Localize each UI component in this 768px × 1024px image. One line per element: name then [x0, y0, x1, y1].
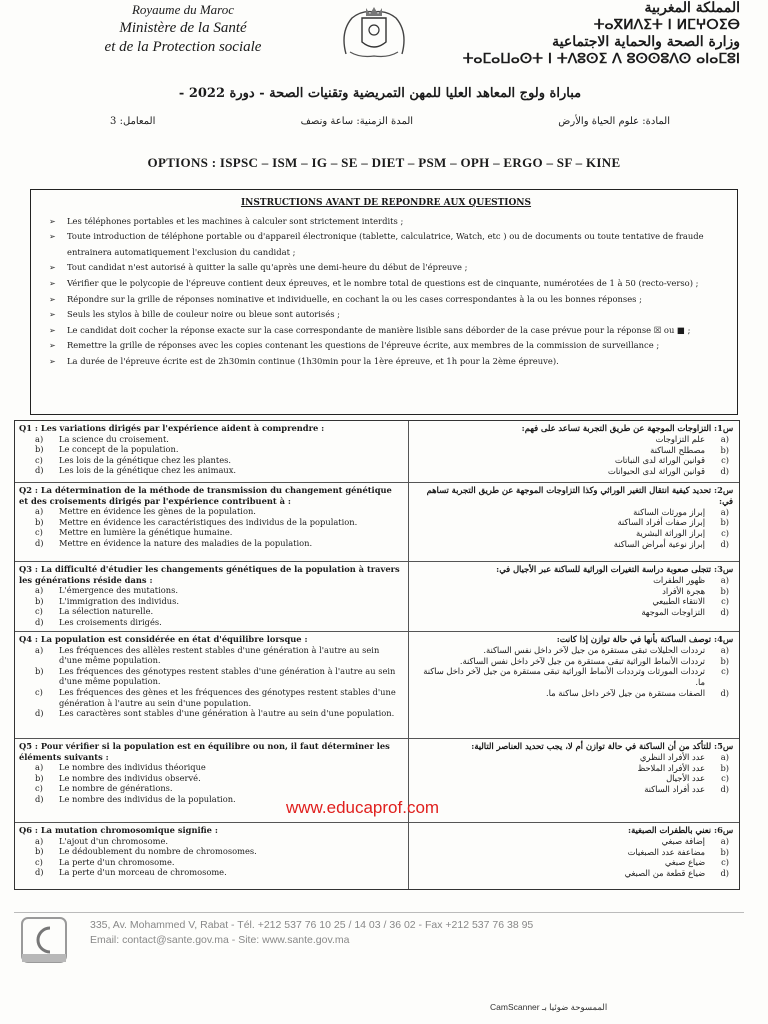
- answer-option-ar: [413, 575, 733, 586]
- kingdom-label: Royaume du Maroc: [131, 2, 235, 17]
- option-letter: (c: [721, 857, 729, 868]
- option-letter: c): [35, 606, 43, 617]
- answer-option-fr: [19, 773, 402, 784]
- question-title-ar: س5: للتأكد من أن الساكنة في حالة توازن أم لا، يجب تحديد العناصر التالية:: [471, 741, 733, 751]
- exam-coefficient: المعامل: 3: [110, 116, 156, 127]
- option-letter: c): [35, 527, 43, 538]
- option-letter: b): [35, 665, 44, 676]
- answer-option-fr: [19, 857, 402, 868]
- option-text: Les caractères sont stables d'une génération à l'autre au sein d'une population.: [59, 708, 395, 719]
- option-letter: c): [35, 783, 43, 794]
- answer-option-fr: [19, 527, 402, 538]
- question-ar: [409, 739, 739, 822]
- option-letter: d): [35, 867, 44, 878]
- option-letter: (a: [720, 574, 729, 585]
- questions-table: [14, 420, 740, 890]
- answer-option-fr: [19, 517, 402, 528]
- option-letter: (d: [720, 538, 729, 549]
- answer-option-ar: [413, 507, 733, 518]
- ministry-header-ar: [440, 0, 740, 68]
- question-title-ar: س3: تتجلى صعوبة دراسة التغيرات الوراثية للساكنة عبر الأجيال في:: [496, 564, 733, 574]
- option-letter: d): [35, 793, 44, 804]
- answer-option-ar: [413, 445, 733, 456]
- ministry-label-ar: وزارة الصحة والحماية الاجتماعية: [552, 34, 740, 50]
- exam-duration: المدة الزمنية: ساعة ونصف: [300, 116, 414, 127]
- option-text: عدد الأفراد النظري: [639, 751, 705, 762]
- ministry-label-2: et de la Protection sociale: [104, 39, 262, 55]
- answer-option-fr: [19, 538, 402, 549]
- answer-option-fr: [19, 596, 402, 607]
- option-text: Les lois de la génétique chez les animaux.: [59, 465, 237, 476]
- option-letter: (c: [721, 528, 729, 539]
- option-text: La science du croisement.: [59, 433, 169, 444]
- question-ar: [409, 562, 739, 631]
- option-letter: (d: [720, 784, 729, 795]
- answer-option-ar: [413, 666, 733, 688]
- option-text: إبراز الوراثة البشرية: [635, 528, 705, 539]
- option-text: Le nombre des individus observé.: [59, 772, 201, 783]
- option-text: قوانين الوراثة لدى الحيوانات: [607, 466, 705, 477]
- option-text: عدد أفراد الساكنة: [644, 784, 705, 795]
- answer-option-fr: [19, 585, 402, 596]
- option-text: Le nombre des individus théorique: [59, 762, 206, 773]
- answer-option-fr: [19, 455, 402, 466]
- option-text: Mettre en évidence la nature des maladies de la population.: [59, 537, 313, 548]
- question-fr: [15, 823, 409, 889]
- answer-option-ar: [413, 596, 733, 607]
- exam-title: مباراة ولوج المعاهد العليا للمهن التمريضية وتقنيات الصحة - دورة 2022 -: [178, 86, 582, 101]
- exam-subject: المادة: علوم الحياة والأرض: [558, 116, 670, 127]
- question-fr: [15, 562, 409, 631]
- answer-option-fr: [19, 846, 402, 857]
- option-text: ترددات الأنماط الوراثية تبقى مستقرة من جيل لآخر داخل نفس الساكنة.: [459, 655, 705, 666]
- option-letter: (b: [720, 762, 729, 773]
- option-letter: (c: [721, 455, 729, 466]
- question-row: [15, 483, 739, 562]
- instruction-item: ➢ Remettre la grille de réponses avec les copies contenant les questions de l'épreuve écrite, aux membres de la commission de surveillance ;: [67, 338, 725, 354]
- instruction-item: ➢ Répondre sur la grille de réponses nominative et individuelle, en cochant la ou les cases correspondantes à la ou les bonnes réponses ;: [67, 292, 725, 308]
- question-title-fr: Q5 : Pour vérifier si la population est en équilibre ou non, il faut déterminer les éléments suivants :: [19, 741, 390, 762]
- answer-option-ar: [413, 836, 733, 847]
- footer-contact: [90, 918, 740, 948]
- question-row: [15, 632, 739, 739]
- kingdom-label-tifinagh: ⵜⴰⴳⵍⴷⵉⵜ ⵏ ⵍⵎⵖⵔⵉⴱ: [593, 17, 740, 33]
- answer-option-ar: [413, 868, 733, 879]
- question-fr: [15, 632, 409, 738]
- option-text: إبراز مورثات الساكنة: [633, 506, 705, 517]
- answer-option-ar: [413, 847, 733, 858]
- option-text: Les croisements dirigés.: [59, 616, 162, 627]
- option-text: L'ajout d'un chromosome.: [59, 835, 169, 846]
- option-letter: (b: [720, 655, 729, 666]
- answer-option-fr: [19, 867, 402, 878]
- option-letter: (b: [720, 444, 729, 455]
- answer-option-ar: [413, 773, 733, 784]
- option-text: ظهور الطفرات: [653, 574, 705, 585]
- answer-option-fr: [19, 762, 402, 773]
- option-text: Les fréquences des allèles restent stables d'une génération à l'autre au sein d'une même population.: [59, 644, 380, 666]
- option-text: الصفات مستقرة من جيل لآخر داخل ساكنة ما.: [545, 687, 705, 698]
- option-letter: b): [35, 444, 44, 455]
- option-text: La sélection naturelle.: [59, 606, 154, 617]
- option-text: قوانين الوراثة لدى النباتات: [614, 455, 705, 466]
- option-text: مضاعفة عدد الصبغيات: [627, 846, 705, 857]
- option-letter: (b: [720, 846, 729, 857]
- option-letter: (b: [720, 517, 729, 528]
- exam-meta: [110, 116, 670, 127]
- option-letter: c): [35, 856, 43, 867]
- option-letter: a): [35, 506, 44, 517]
- answer-option-fr: [19, 783, 402, 794]
- option-text: إبراز صفات أفراد الساكنة: [617, 517, 705, 528]
- answer-option-ar: [413, 688, 733, 699]
- instruction-item: ➢ Le candidat doit cocher la réponse exacte sur la case correspondante de manière lisible sans déborder de la case prévue pour la réponse ☒ ou ■ ;: [67, 323, 725, 339]
- option-letter: b): [35, 595, 44, 606]
- instruction-item: ➢ La durée de l'épreuve écrite est de 2h30min continue (1h30min pour la 1ère épreuve, et 1h pour la 2ème épreuve).: [67, 354, 725, 370]
- question-row: [15, 562, 739, 632]
- answer-option-ar: [413, 763, 733, 774]
- option-letter: d): [35, 465, 44, 476]
- option-letter: (a: [720, 835, 729, 846]
- question-title-fr: Q3 : La difficulté d'étudier les changements génétiques de la population à travers les générations réside dans :: [19, 564, 400, 585]
- answer-option-ar: [413, 434, 733, 445]
- option-text: إبراز نوعية أمراض الساكنة: [613, 538, 705, 549]
- option-letter: a): [35, 433, 44, 444]
- option-text: التزاوجات الموجهة: [641, 607, 705, 618]
- question-fr: [15, 421, 409, 482]
- option-text: Les fréquences des génotypes restent stables d'une génération à l'autre au sein d'une même population.: [59, 665, 396, 687]
- option-letter: d): [35, 537, 44, 548]
- footer-divider: [14, 912, 744, 913]
- question-title-ar: س2: تحديد كيفية انتقال التغير الوراثي وكذا التزاوجات الموجهة عن طريق التجربة تساهم في:: [426, 485, 733, 506]
- option-text: L'immigration des individus.: [59, 595, 179, 606]
- option-letter: (a: [720, 433, 729, 444]
- question-fr: [15, 483, 409, 561]
- question-row: [15, 421, 739, 483]
- option-letter: a): [35, 835, 44, 846]
- answer-option-ar: [413, 466, 733, 477]
- instruction-item: ➢ Vérifier que le polycopie de l'épreuve contient deux épreuves, et le nombre total de questions est de cinquante, numérotées de 1 à 50 (recto-verso) ;: [67, 276, 725, 292]
- question-title-fr: Q4 : La population est considérée en état d'équilibre lorsque :: [19, 634, 308, 644]
- option-text: الانتقاء الطبيعي: [652, 596, 705, 607]
- option-text: Mettre en évidence les gènes de la population.: [59, 506, 256, 517]
- answer-option-ar: [413, 752, 733, 763]
- scanner-note: CamScanner الممسوحة ضوئيا بـ: [490, 1002, 608, 1012]
- answer-option-fr: [19, 836, 402, 847]
- question-title-fr: Q2 : La détermination de la méthode de transmission du changement génétique et des croisements dirigés par l'expérience contribuent à :: [19, 485, 392, 506]
- answer-option-fr: [19, 606, 402, 617]
- option-letter: (b: [720, 585, 729, 596]
- option-text: ترددات الحليلات تبقى مستقرة من جيل لآخر داخل نفس الساكنة.: [483, 644, 705, 655]
- answer-option-ar: [413, 645, 733, 656]
- answer-option-fr: [19, 645, 402, 666]
- answer-option-ar: [413, 528, 733, 539]
- option-letter: b): [35, 516, 44, 527]
- answer-option-ar: [413, 656, 733, 667]
- option-text: إضافة صبغي: [661, 835, 705, 846]
- exam-options: OPTIONS : ISPSC – ISM – IG – SE – DIET – PSM – OPH – ERGO – SF – KINE: [147, 155, 621, 170]
- option-letter: (d: [720, 868, 729, 879]
- option-letter: a): [35, 644, 44, 655]
- footer-email-site: Email: contact@sante.gov.ma - Site: www.sante.gov.ma: [90, 934, 350, 946]
- option-text: L'émergence des mutations.: [59, 585, 179, 596]
- option-letter: (a: [720, 506, 729, 517]
- instruction-item: ➢ Tout candidat n'est autorisé à quitter la salle qu'après une demi-heure du début de l'épreuve ;: [67, 260, 725, 276]
- option-text: ضياع صبغي: [664, 857, 705, 868]
- question-title-ar: س1: التزاوجات الموجهة عن طريق التجربة تساعد على فهم:: [521, 423, 733, 433]
- ministry-label: Ministère de la Santé: [119, 20, 247, 36]
- option-letter: d): [35, 708, 44, 719]
- answer-option-fr: [19, 666, 402, 687]
- option-letter: (a: [720, 644, 729, 655]
- option-letter: c): [35, 454, 43, 465]
- option-letter: b): [35, 846, 44, 857]
- answer-option-fr: [19, 465, 402, 476]
- answer-option-fr: [19, 687, 402, 708]
- answer-option-ar: [413, 607, 733, 618]
- option-letter: (c: [721, 596, 729, 607]
- question-ar: [409, 483, 739, 561]
- option-text: Le nombre des individus de la population.: [59, 793, 236, 804]
- instruction-item: ➢ Les téléphones portables et les machines à calculer sont strictement interdits ;: [67, 214, 725, 230]
- question-ar: [409, 632, 739, 738]
- question-title-ar: س4: توصف الساكنة بأنها في حالة توازن إذا كانت:: [556, 634, 733, 644]
- watermark-url: www.educaprof.com: [286, 798, 440, 817]
- answer-option-fr: [19, 434, 402, 445]
- ministry-header-fr: [58, 0, 308, 57]
- answer-option-ar: [413, 455, 733, 466]
- ministry-label-tifinagh: ⵜⴰⵎⴰⵡⴰⵙⵜ ⵏ ⵜⴷⵓⵙⵉ ⴷ ⵓⵙⵙⵓⴷⵙ ⴰⵏⴰⵎⵓⵏ: [462, 51, 740, 67]
- option-text: Mettre en lumière la génétique humaine.: [59, 527, 233, 538]
- answer-option-ar: [413, 539, 733, 550]
- royal-crest-icon: [336, 4, 412, 60]
- question-title-fr: Q6 : La mutation chromosomique signifie :: [19, 825, 218, 835]
- answer-option-ar: [413, 784, 733, 795]
- option-text: عدد الأفراد الملاحظ: [637, 762, 705, 773]
- option-letter: a): [35, 585, 44, 596]
- answer-option-ar: [413, 857, 733, 868]
- option-letter: b): [35, 772, 44, 783]
- question-row: [15, 823, 739, 889]
- answer-option-ar: [413, 517, 733, 528]
- option-text: علم التزاوجات: [655, 433, 705, 444]
- option-text: Mettre en évidence les caractéristiques des individus de la population.: [59, 516, 358, 527]
- option-text: La perte d'un chromosome.: [59, 856, 175, 867]
- option-letter: d): [35, 616, 44, 627]
- option-text: Le concept de la population.: [59, 444, 179, 455]
- option-letter: (a: [720, 751, 729, 762]
- kingdom-label-ar: المملكة المغربية: [644, 0, 740, 16]
- option-text: Les lois de la génétique chez les plantes.: [59, 454, 232, 465]
- option-text: Les fréquences des gènes et les fréquences des génotypes restent stables d'une génération à l'autre au sein d'une population.: [59, 686, 396, 708]
- answer-option-fr: [19, 617, 402, 628]
- answer-option-fr: [19, 444, 402, 455]
- answer-option-fr: [19, 506, 402, 517]
- answer-option-fr: [19, 708, 402, 719]
- option-text: مصطلح الساكنة: [650, 444, 705, 455]
- instruction-item: ➢ Seuls les stylos à bille de couleur noire ou bleue sont autorisés ;: [67, 307, 725, 323]
- question-title-fr: Q1 : Les variations dirigés par l'expérience aident à comprendre :: [19, 423, 325, 433]
- question-ar: [409, 823, 739, 889]
- option-text: Le nombre de générations.: [59, 783, 173, 794]
- instruction-item: ➢ Toute introduction de téléphone portable ou d'appareil électronique (tablette, calculatrice, Watch, etc ) ou de documents ou toute tentative de fraude entrainera automatiquement l'exclusion du candidat ;: [67, 229, 725, 260]
- footer-address: 335, Av. Mohammed V, Rabat - Tél. +212 537 76 10 25 / 14 03 / 36 02 - Fax +212 537 76 38 95: [90, 919, 534, 931]
- option-letter: (c: [721, 666, 729, 677]
- answer-option-ar: [413, 586, 733, 597]
- instructions-title: INSTRUCTIONS AVANT DE REPONDRE AUX QUESTIONS: [240, 198, 532, 208]
- instructions-list: [47, 214, 725, 370]
- option-letter: (d: [720, 466, 729, 477]
- option-letter: (d: [720, 607, 729, 618]
- option-text: La perte d'un morceau de chromosome.: [59, 867, 227, 878]
- option-letter: c): [35, 686, 43, 697]
- option-text: عدد الأجيال: [666, 773, 705, 784]
- option-letter: a): [35, 762, 44, 773]
- ministry-logo-icon: [14, 912, 74, 968]
- option-text: ضياع قطعة من الصبغي: [624, 868, 705, 879]
- question-title-ar: س6: نعني بالطفرات الصبغية:: [628, 825, 733, 835]
- option-text: هجرة الأفراد: [662, 585, 705, 596]
- question-ar: [409, 421, 739, 482]
- option-letter: (c: [721, 773, 729, 784]
- option-text: Le dédoublement du nombre de chromosomes.: [59, 846, 257, 857]
- option-text: ترددات المورثات وترددات الأنماط الوراثية تبقى مستقرة من جيل لآخر داخل ساكنة ما.: [423, 666, 705, 688]
- option-letter: (d: [720, 687, 729, 698]
- instructions-box: [30, 189, 738, 415]
